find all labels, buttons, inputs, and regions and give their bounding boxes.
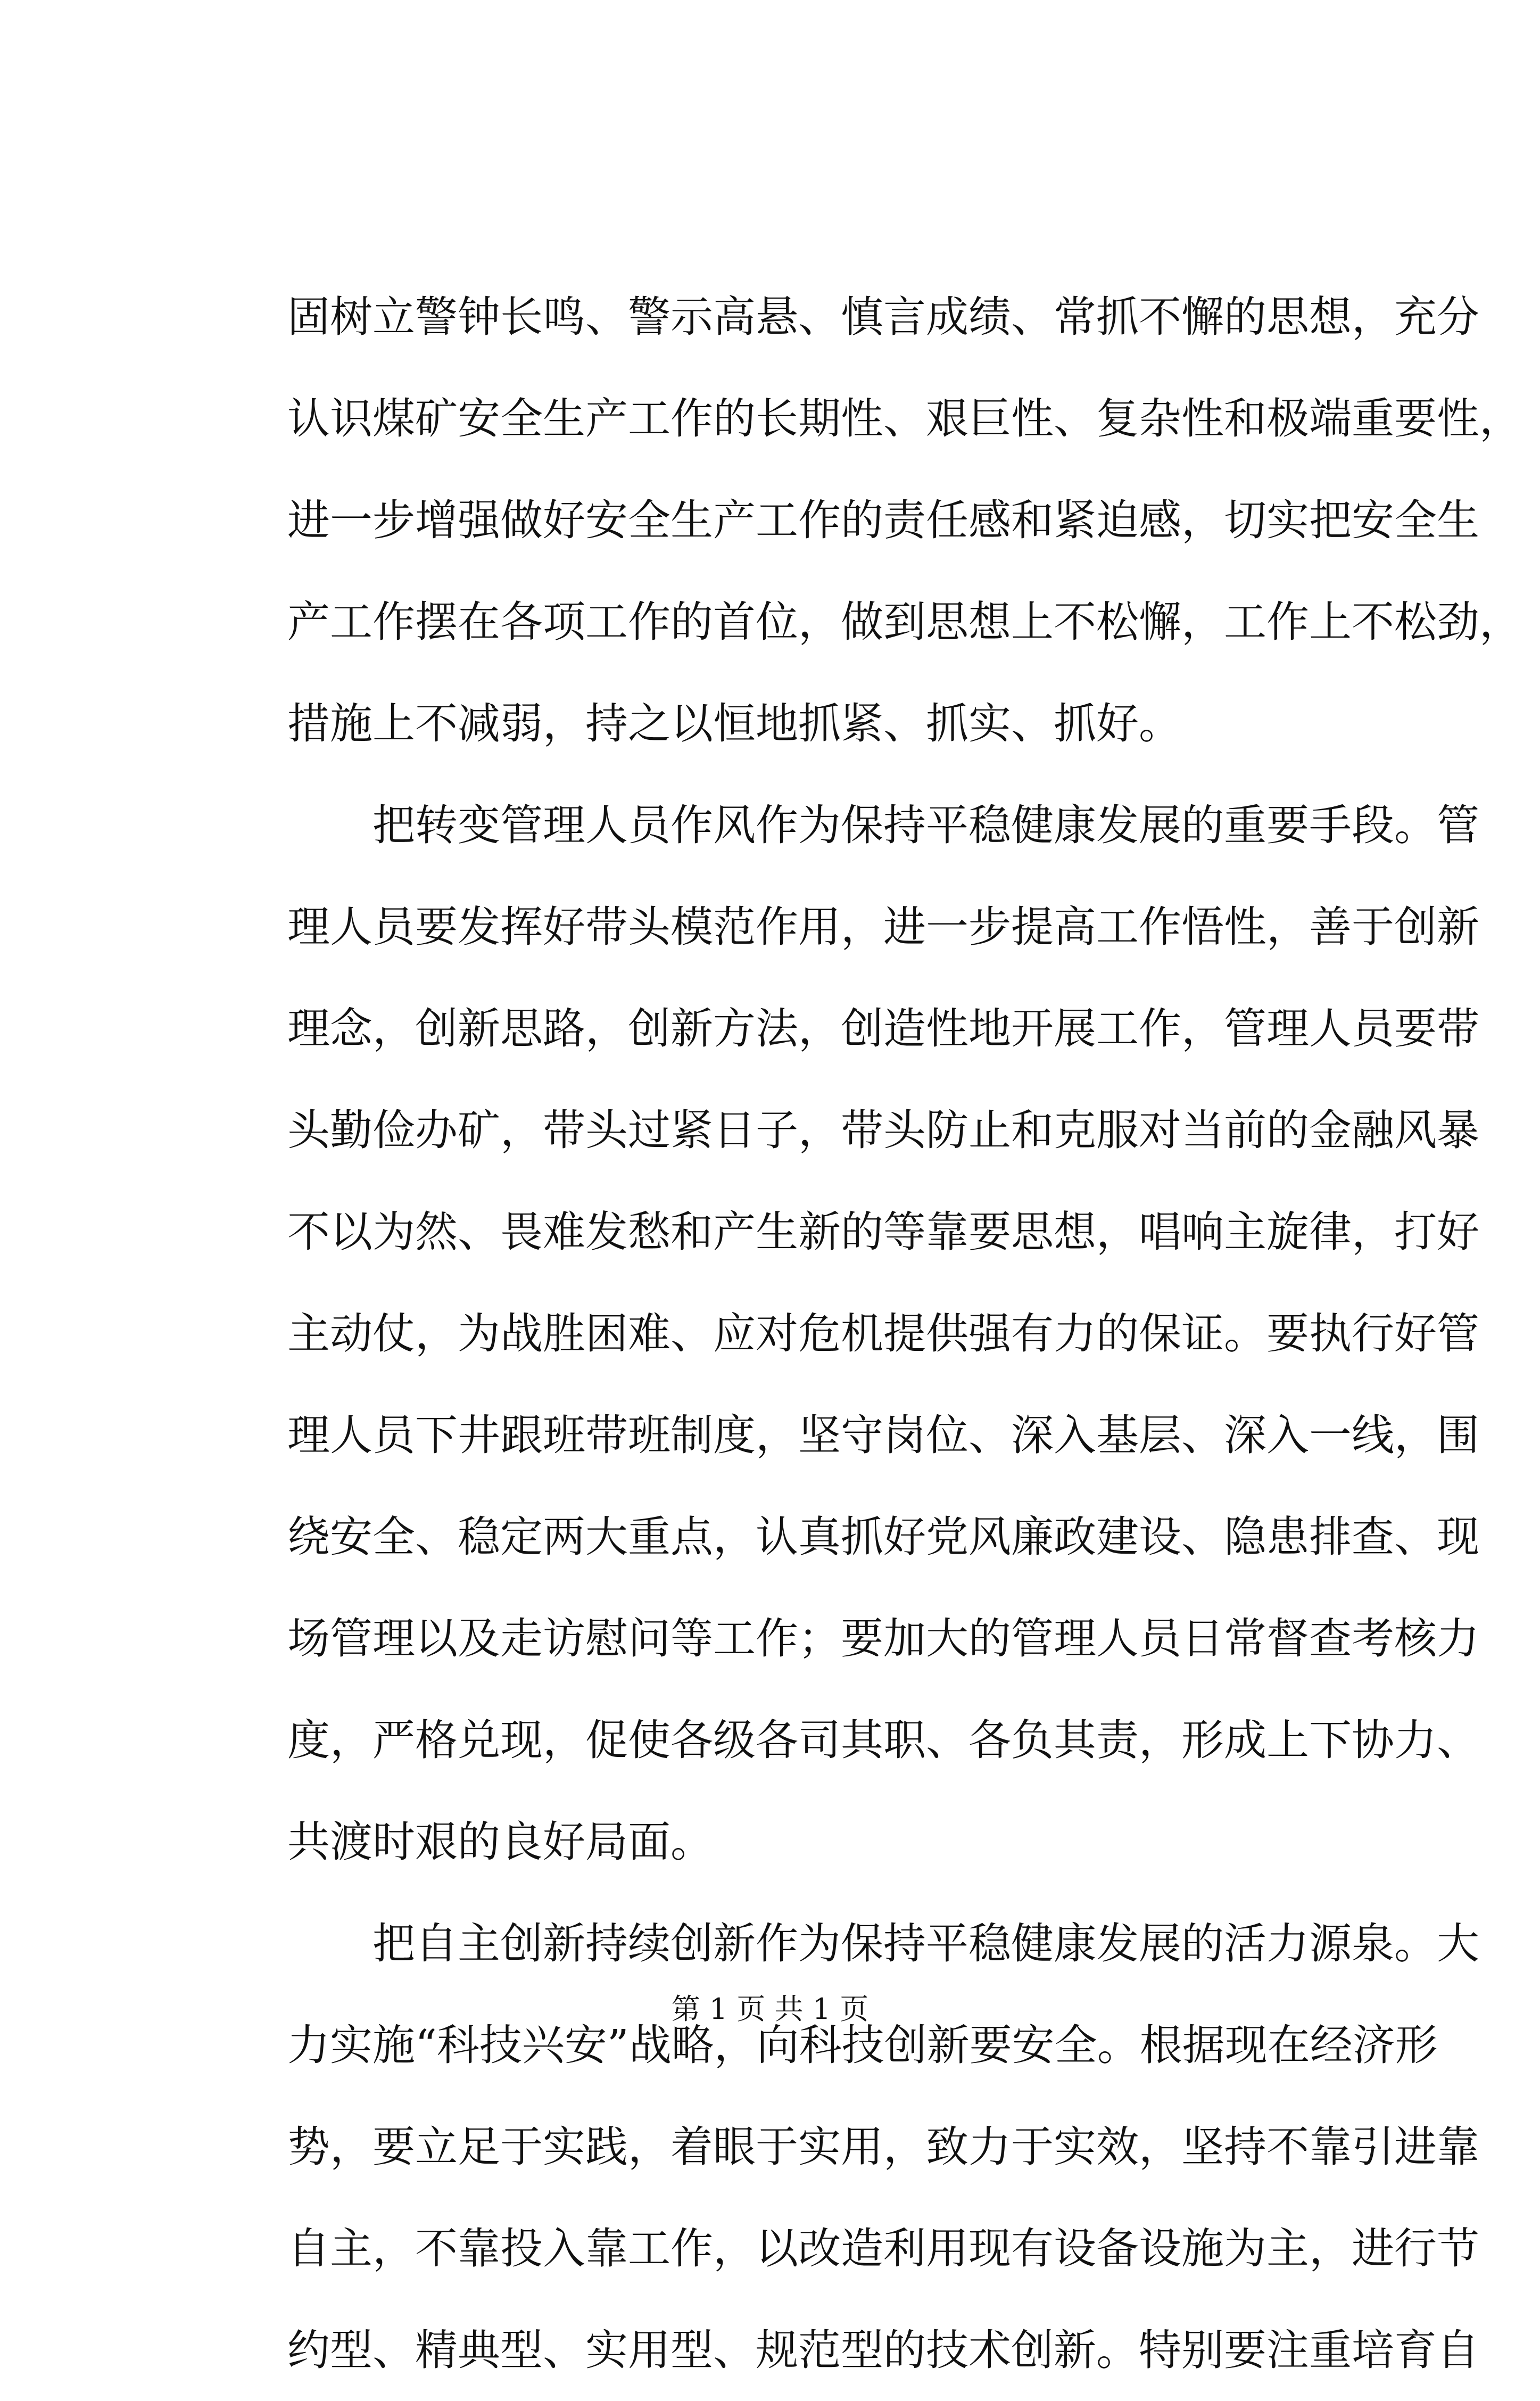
text-line: 理念，创新思路，创新方法，创造性地开展工作，管理人员要带 [287,1004,1479,1053]
text-line: 不以为然、畏难发愁和产生新的等靠要思想，唱响主旋律，打好 [287,1207,1479,1257]
text-line: 场管理以及走访慰问等工作；要加大的管理人员日常督查考核力 [287,1614,1479,1663]
text-line: 固树立警钟长鸣、警示高悬、慎言成绩、常抓不懈的思想，充分 [287,292,1479,342]
text-line: 产工作摆在各项工作的首位，做到思想上不松懈，工作上不松劲， [287,597,1522,647]
text-line: 把转变管理人员作风作为保持平稳健康发展的重要手段。管 [372,801,1479,850]
text-line: 绕安全、稳定两大重点，认真抓好党风廉政建设、隐患排查、现 [287,1512,1479,1562]
text-line: 措施上不减弱，持之以恒地抓紧、抓实、抓好。 [287,699,1181,748]
body-text [287,266,1522,2401]
text-line: 把自主创新持续创新作为保持平稳健康发展的活力源泉。大 [372,1919,1479,1968]
text-line: 头勤俭办矿，带头过紧日子，带头防止和克服对当前的金融风暴 [287,1105,1479,1155]
text-line: 共渡时艰的良好局面。 [287,1817,713,1867]
text-line: 主动仗，为战胜困难、应对危机提供强有力的保证。要执行好管 [287,1309,1479,1358]
text-line: 理人员下井跟班带班制度，坚守岗位、深入基层、深入一线，围 [287,1410,1479,1460]
text-line: 进一步增强做好安全生产工作的责任感和紧迫感，切实把安全生 [287,496,1479,545]
text-line: 约型、精典型、实用型、规范型的技术创新。特别要注重培育自 [287,2325,1479,2375]
text-line: 自主，不靠投入靠工作，以改造利用现有设备设施为主，进行节 [287,2224,1479,2273]
text-line: 认识煤矿安全生产工作的长期性、艰巨性、复杂性和极端重要性， [287,394,1522,443]
text-line: 力实施“科技兴安”战略，向科技创新要安全。根据现在经济形 [287,2020,1438,2070]
text-line: 理人员要发挥好带头模范作用，进一步提高工作悟性，善于创新 [287,902,1479,952]
text-line: 势，要立足于实践，着眼于实用，致力于实效，坚持不靠引进靠 [287,2122,1479,2172]
page-footer: 第 1 页 共 1 页 [671,1992,869,2026]
text-line: 度，严格兑现，促使各级各司其职、各负其责，形成上下协力、 [287,1715,1479,1765]
